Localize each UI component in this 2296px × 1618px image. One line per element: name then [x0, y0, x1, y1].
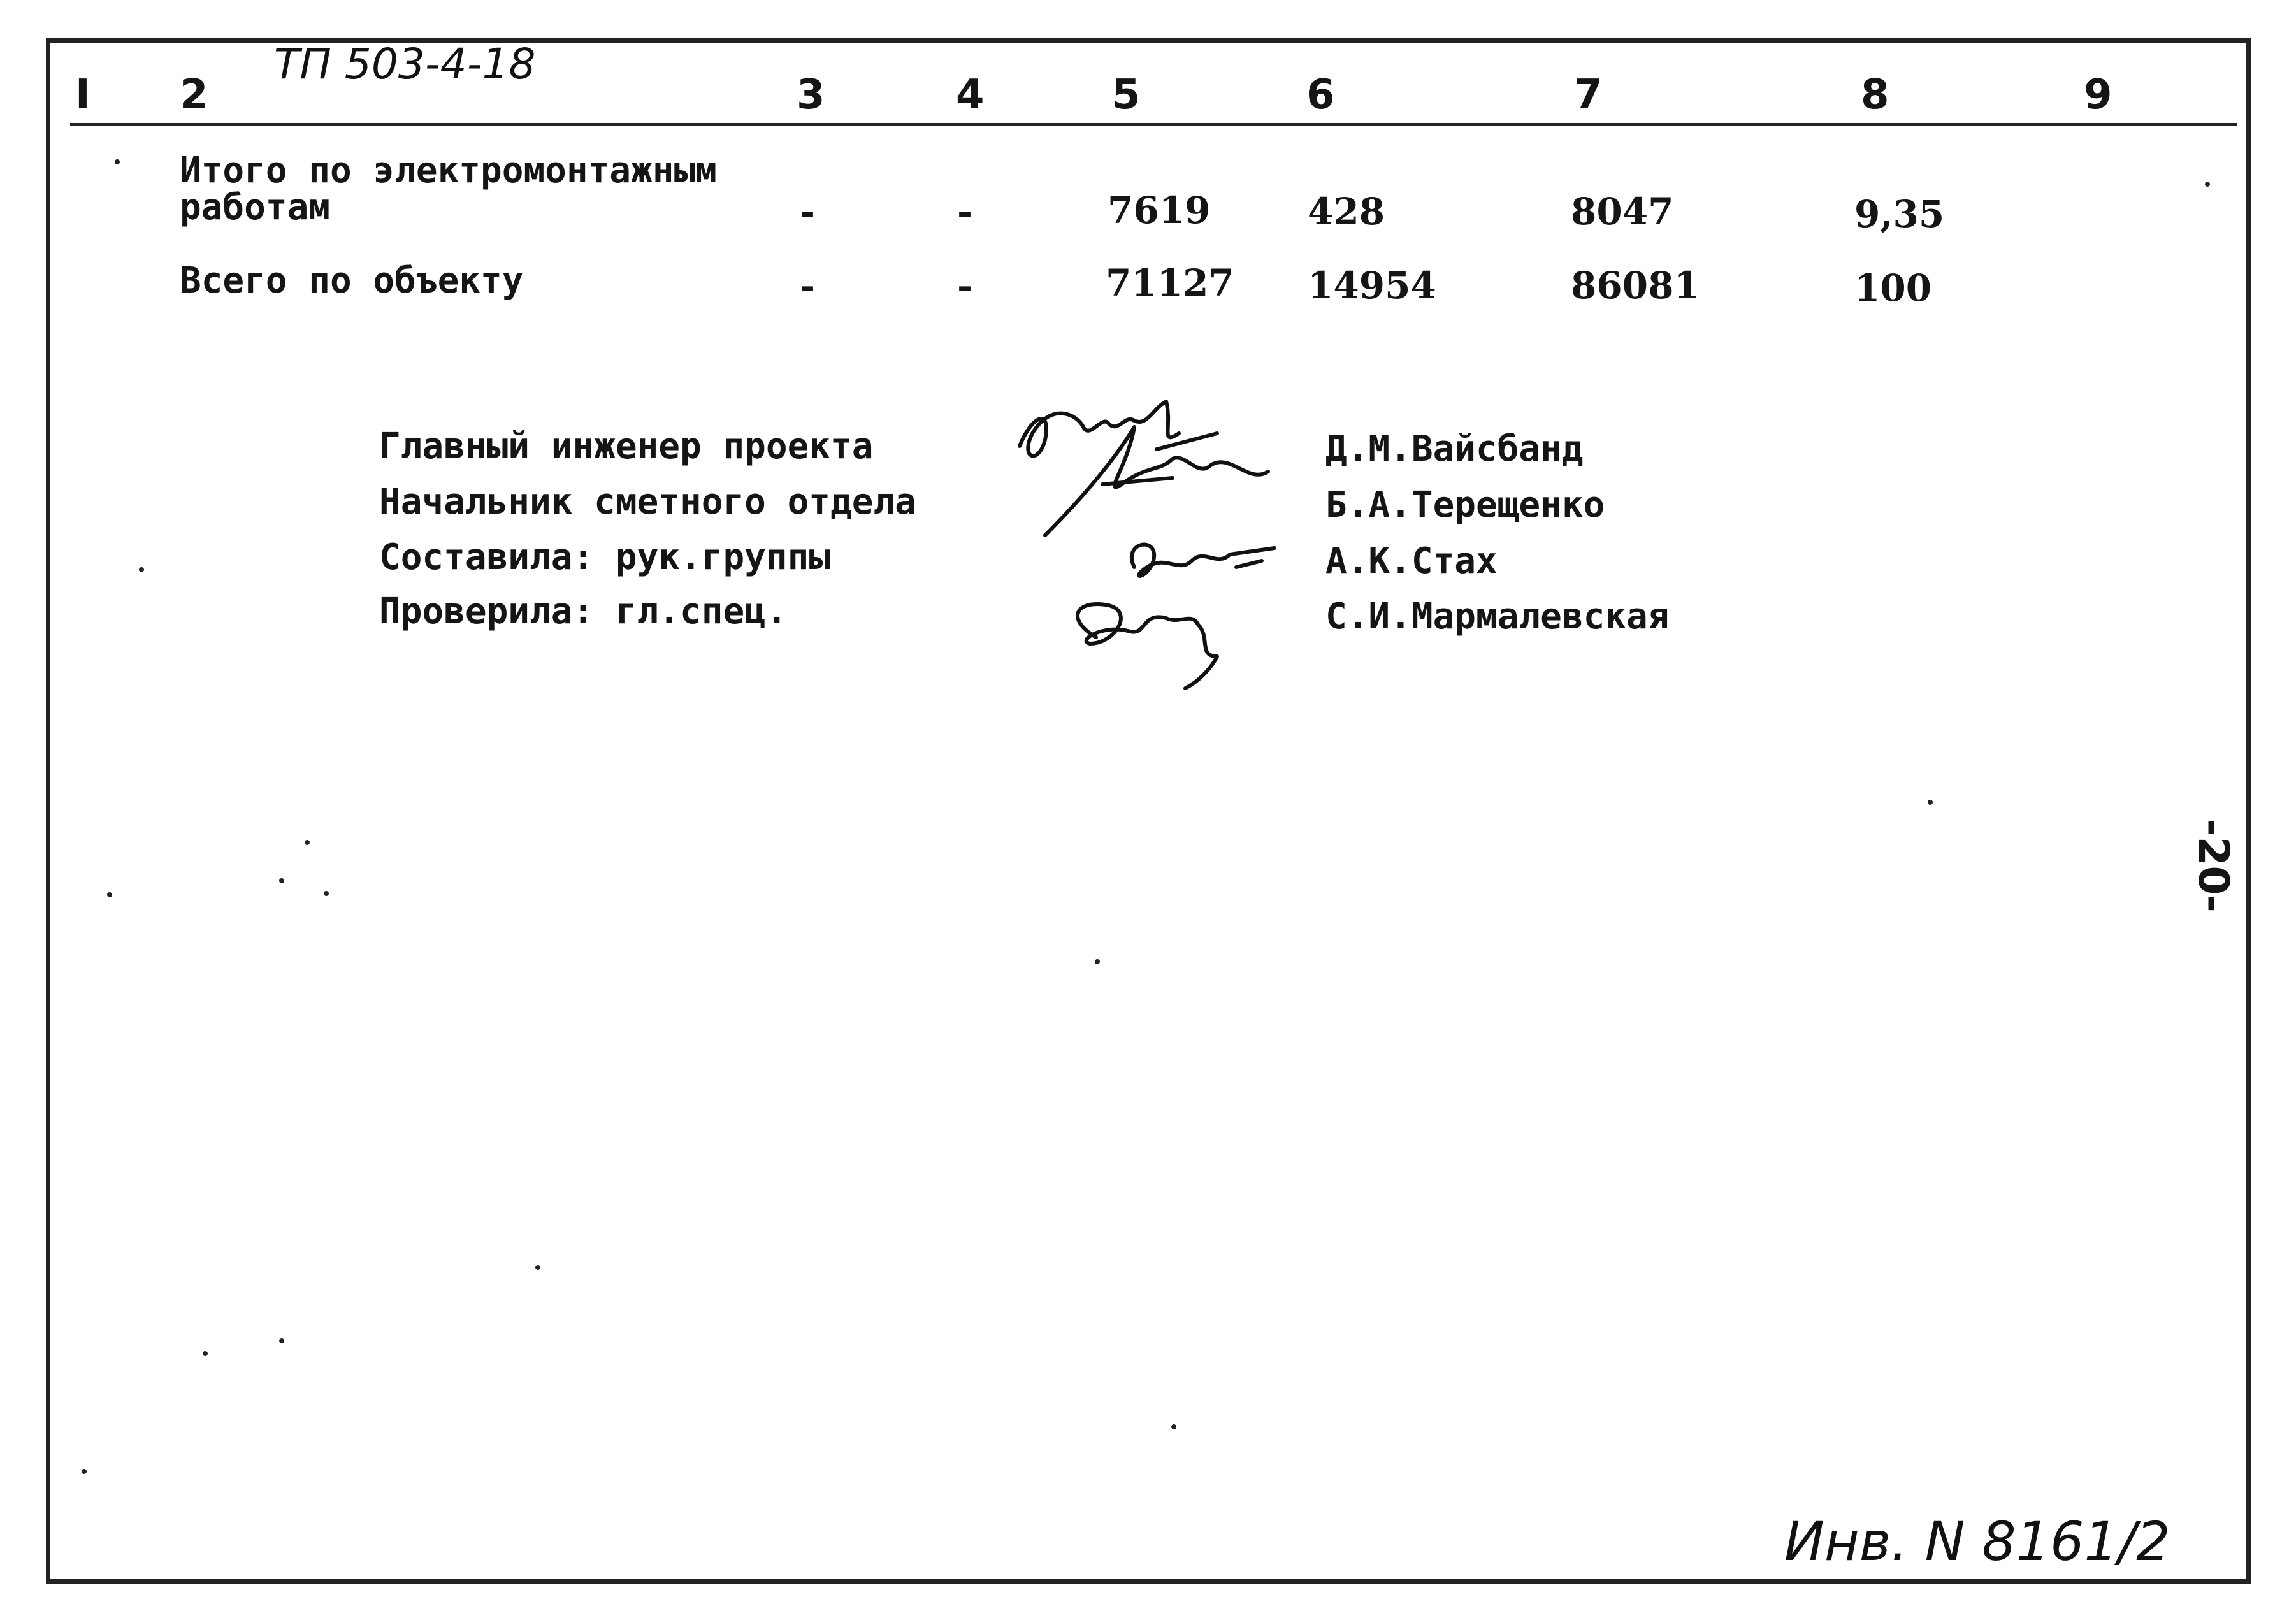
scan-speck — [279, 1338, 284, 1343]
signature-stroke-2 — [1045, 427, 1268, 535]
signature-stroke-4 — [1078, 604, 1217, 688]
page-number: -20- — [2188, 819, 2238, 913]
row-label-line: Итого по электромонтажным — [180, 150, 717, 191]
handwritten-signatures — [1007, 389, 1338, 707]
scan-speck — [107, 892, 112, 897]
signature-stroke-3 — [1132, 545, 1274, 576]
signatory-name: С.И.Мармалевская — [1325, 596, 1670, 637]
table-cell: 100 — [1854, 266, 1932, 310]
column-number-7: 7 — [1574, 71, 1603, 119]
column-number-1: I — [75, 71, 90, 119]
table-cell: 9,35 — [1854, 192, 1945, 236]
scan-speck — [115, 159, 120, 164]
table-cell: 8047 — [1571, 190, 1674, 233]
table-cell: - — [800, 190, 816, 233]
table-cell: 86081 — [1571, 264, 1700, 307]
header-rule — [70, 123, 2237, 126]
scan-speck — [1095, 959, 1100, 964]
column-number-2: 2 — [180, 71, 208, 119]
table-cell: - — [957, 190, 973, 233]
signatory-title: Проверила: гл.спец. — [379, 591, 788, 632]
scan-speck — [2205, 182, 2210, 187]
signatory-name: Д.М.Вайсбанд — [1325, 428, 1584, 470]
signatory-title: Составила: рук.группы — [379, 537, 831, 578]
column-number-4: 4 — [956, 71, 985, 119]
scan-speck — [1171, 1424, 1176, 1429]
scan-speck — [203, 1351, 208, 1356]
table-cell: 7619 — [1108, 189, 1211, 232]
scan-speck — [139, 567, 144, 572]
scan-speck — [305, 840, 310, 845]
scan-speck — [535, 1265, 540, 1270]
column-number-5: 5 — [1112, 71, 1141, 119]
signatory-title: Начальник сметного отдела — [379, 481, 916, 523]
table-cell: 428 — [1308, 190, 1385, 233]
column-number-9: 9 — [2084, 71, 2112, 119]
row-label-line: работам — [180, 187, 331, 228]
signatory-name: Б.А.Терещенко — [1325, 484, 1605, 526]
row-label: Всего по объекту — [180, 260, 524, 301]
scan-speck — [324, 891, 329, 896]
column-number-6: 6 — [1306, 71, 1335, 119]
scan-speck — [82, 1469, 87, 1474]
column-number-3: 3 — [797, 71, 825, 119]
scan-speck — [279, 878, 284, 883]
document-code: ТП 503-4-18 — [274, 40, 536, 89]
table-cell: 71127 — [1106, 261, 1234, 305]
table-cell: - — [800, 264, 816, 308]
table-cell: 14954 — [1308, 264, 1436, 307]
table-cell: - — [957, 264, 973, 308]
column-number-8: 8 — [1861, 71, 1889, 119]
scan-speck — [1928, 800, 1933, 805]
signatory-title: Главный инженер проекта — [379, 426, 874, 467]
inventory-number: Инв. N 8161/2 — [1784, 1510, 2170, 1573]
signature-stroke-1 — [1020, 401, 1217, 456]
signatory-name: А.К.Стах — [1325, 540, 1498, 582]
